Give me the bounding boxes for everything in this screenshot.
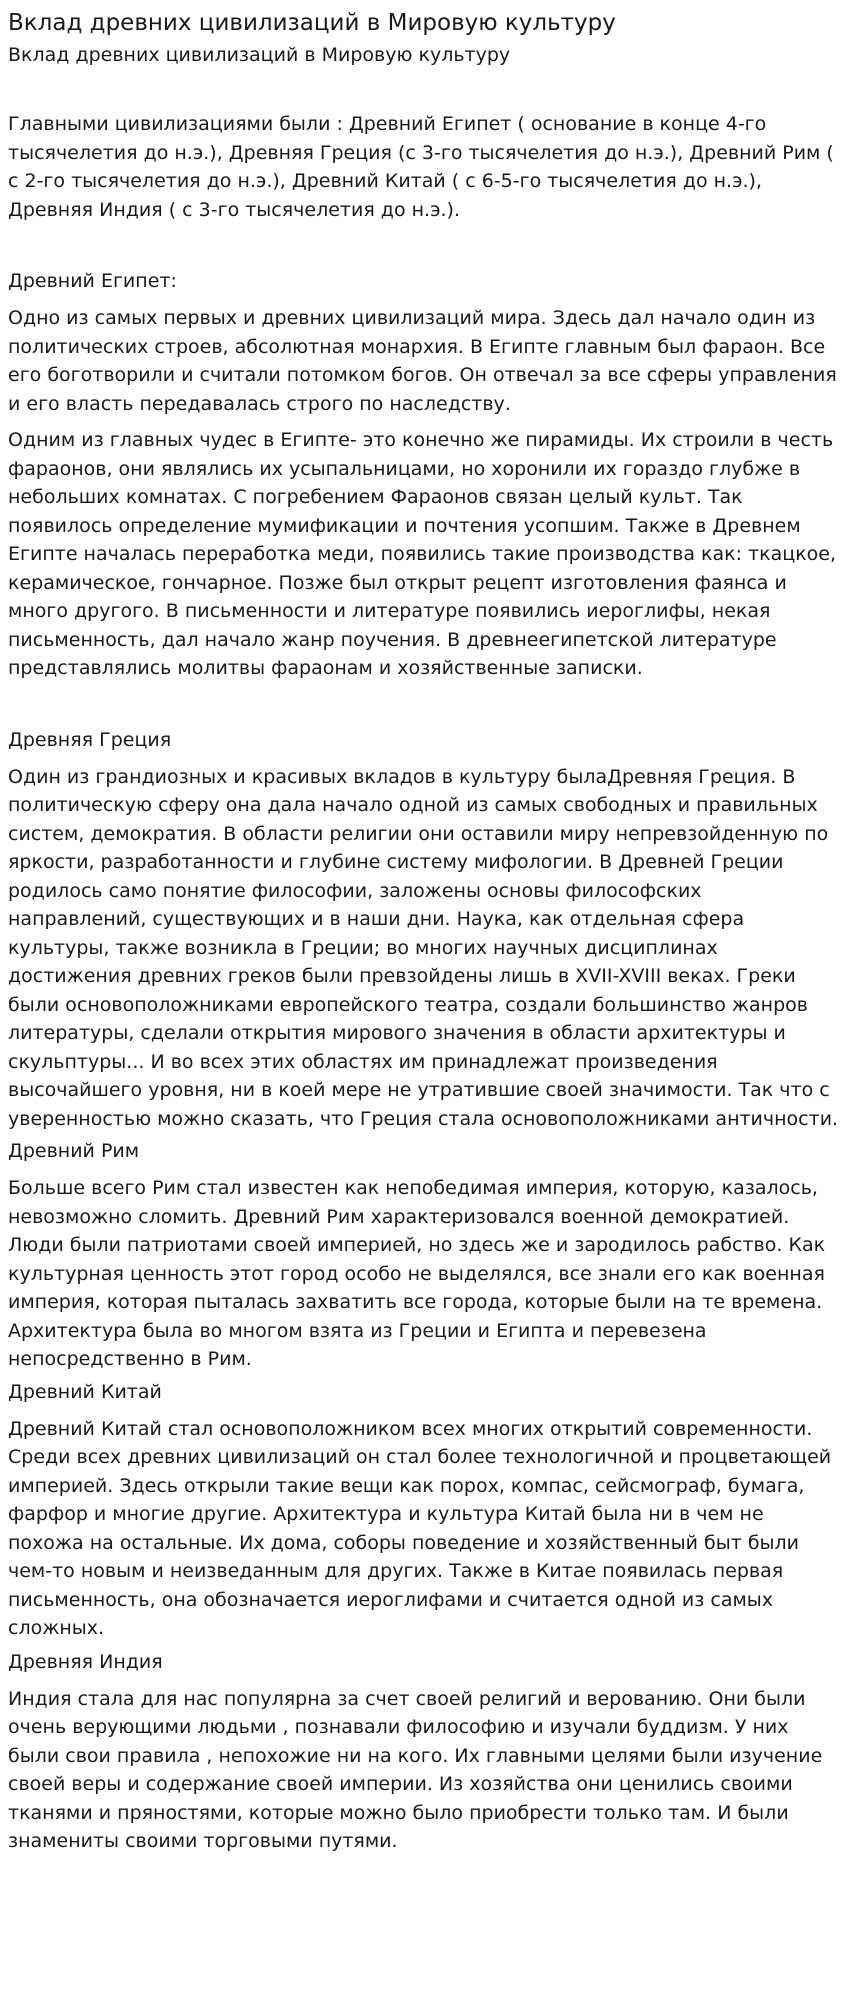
egypt-paragraph-1: Одно из самых первых и древних цивилизаций мира. Здесь дал начало один из политических строев, абсолютная монархия. В Египте главным был фараон. Все его боготворили и считали потомком богов. Он отвечал за все сферы управления и его власть передавалась строго по наследству. xyxy=(8,307,837,415)
section-heading-china: Древний Китай xyxy=(8,1380,162,1403)
china-paragraph: Древний Китай стал основоположником всех многих открытий современности. Среди всех древних цивилизаций он стал более технологичной и процветающей империей. Здесь открыли такие вещи как порох, компас, сейсмограф, бумага, фарфор и многие другие. Архитектура и культура Китай была ни в чем не похожа на остальные. Их дома, соборы поведение и хозяйственный быт были чем-то новым и неизведанным для других. Также в Китае появилась первая письменность, она обозначается иероглифами и считается одной из самых сложных. xyxy=(8,1417,832,1639)
intro-paragraph: Главными цивилизациями были : Древний Египет ( основание в конце 4-го тысячелетия до н.э.), Древняя Греция (с 3-го тысячелетия до н.э.), Древний Рим ( с 2-го тысячелетия до н.э.), Древний Китай ( с 6-5-го тысячелетия до н.э.), Древняя Индия ( с 3-го тысячелетия до н.э.). xyxy=(8,113,834,221)
egypt-paragraph-2: Одним из главных чудес в Египте- это конечно же пирамиды. Их строили в честь фараонов, они являлись их усыпальницами, но хоронили их гораздо глубже в небольших комнатах. С погребением Фараонов связан целый культ. Так появилось определение мумификации и почтения усопшим. Также в Древнем Египте началась переработка меди, появились такие производства как: ткацкое, керамическое, гончарное. Позже был открыт рецепт изготовления фаянса и много другого. В письменности и литературе появились иероглифы, некая письменность, дал начало жанр поучения. В древнеегипетской литературе представлялись молитвы фараонам и хозяйственные записки. xyxy=(8,429,837,679)
section-heading-india: Древняя Индия xyxy=(8,1650,163,1673)
section-heading-greece: Древняя Греция xyxy=(8,728,172,751)
document-subtitle: Вклад древних цивилизаций в Мировую культуру xyxy=(8,44,511,66)
india-paragraph: Индия стала для нас популярна за счет своей религий и верованию. Они были очень верующими людьми , познавали философию и изучали буддизм. У них были свои правила , непохожие ни на кого. Их главными целями были изучение своей веры и содержание своей империи. Из хозяйства они ценились своими тканями и пряностями, которые можно было приобрести только там. И были знамениты своими торговыми путями. xyxy=(8,1687,823,1852)
page-title: Вклад древних цивилизаций в Мировую культуру xyxy=(8,10,616,36)
section-heading-egypt: Древний Египет: xyxy=(8,270,177,292)
section-heading-rome: Древний Рим xyxy=(8,1140,140,1162)
rome-paragraph: Больше всего Рим стал известен как непобедимая империя, которую, казалось, невозможно сломить. Древний Рим характеризовался военной демократией. Люди были патриотами своей империей, но здесь же и зародилось рабство. Как культурная ценность этот город особо не выделялся, все знали его как военная империя, которая пыталась захватить все города, которые были на те времена. Архитектура была во многом взята из Греции и Египта и перевезена непосредственно в Рим. xyxy=(8,1177,826,1370)
greece-paragraph: Один из грандиозных и красивых вкладов в культуру былаДревняя Греция. В политическую сферу она дала начало одной из самых свободных и правильных систем, демократия. В области религии они оставили миру непревзойденную по яркости, разработанности и глубине систему мифологии. В Древней Греции родилось само понятие философии, заложены основы философских направлений, существующих и в наши дни. Наука, как отдельная сфера культуры, также возникла в Греции; во многих научных дисциплинах достижения древних греков были превзойдены лишь в XVII-XVIII веках. Греки были основоположниками европейского театра, создали большинство жанров литературы, сделали открытия мирового значения в области архитектуры и скульптуры... И во всех этих областях им принадлежат произведения высочайшего уровня, ни в коей мере не утратившие своей значимости. Так что с уверенностью можно сказать, что Греция стала основоположниками античности. xyxy=(8,765,839,1130)
